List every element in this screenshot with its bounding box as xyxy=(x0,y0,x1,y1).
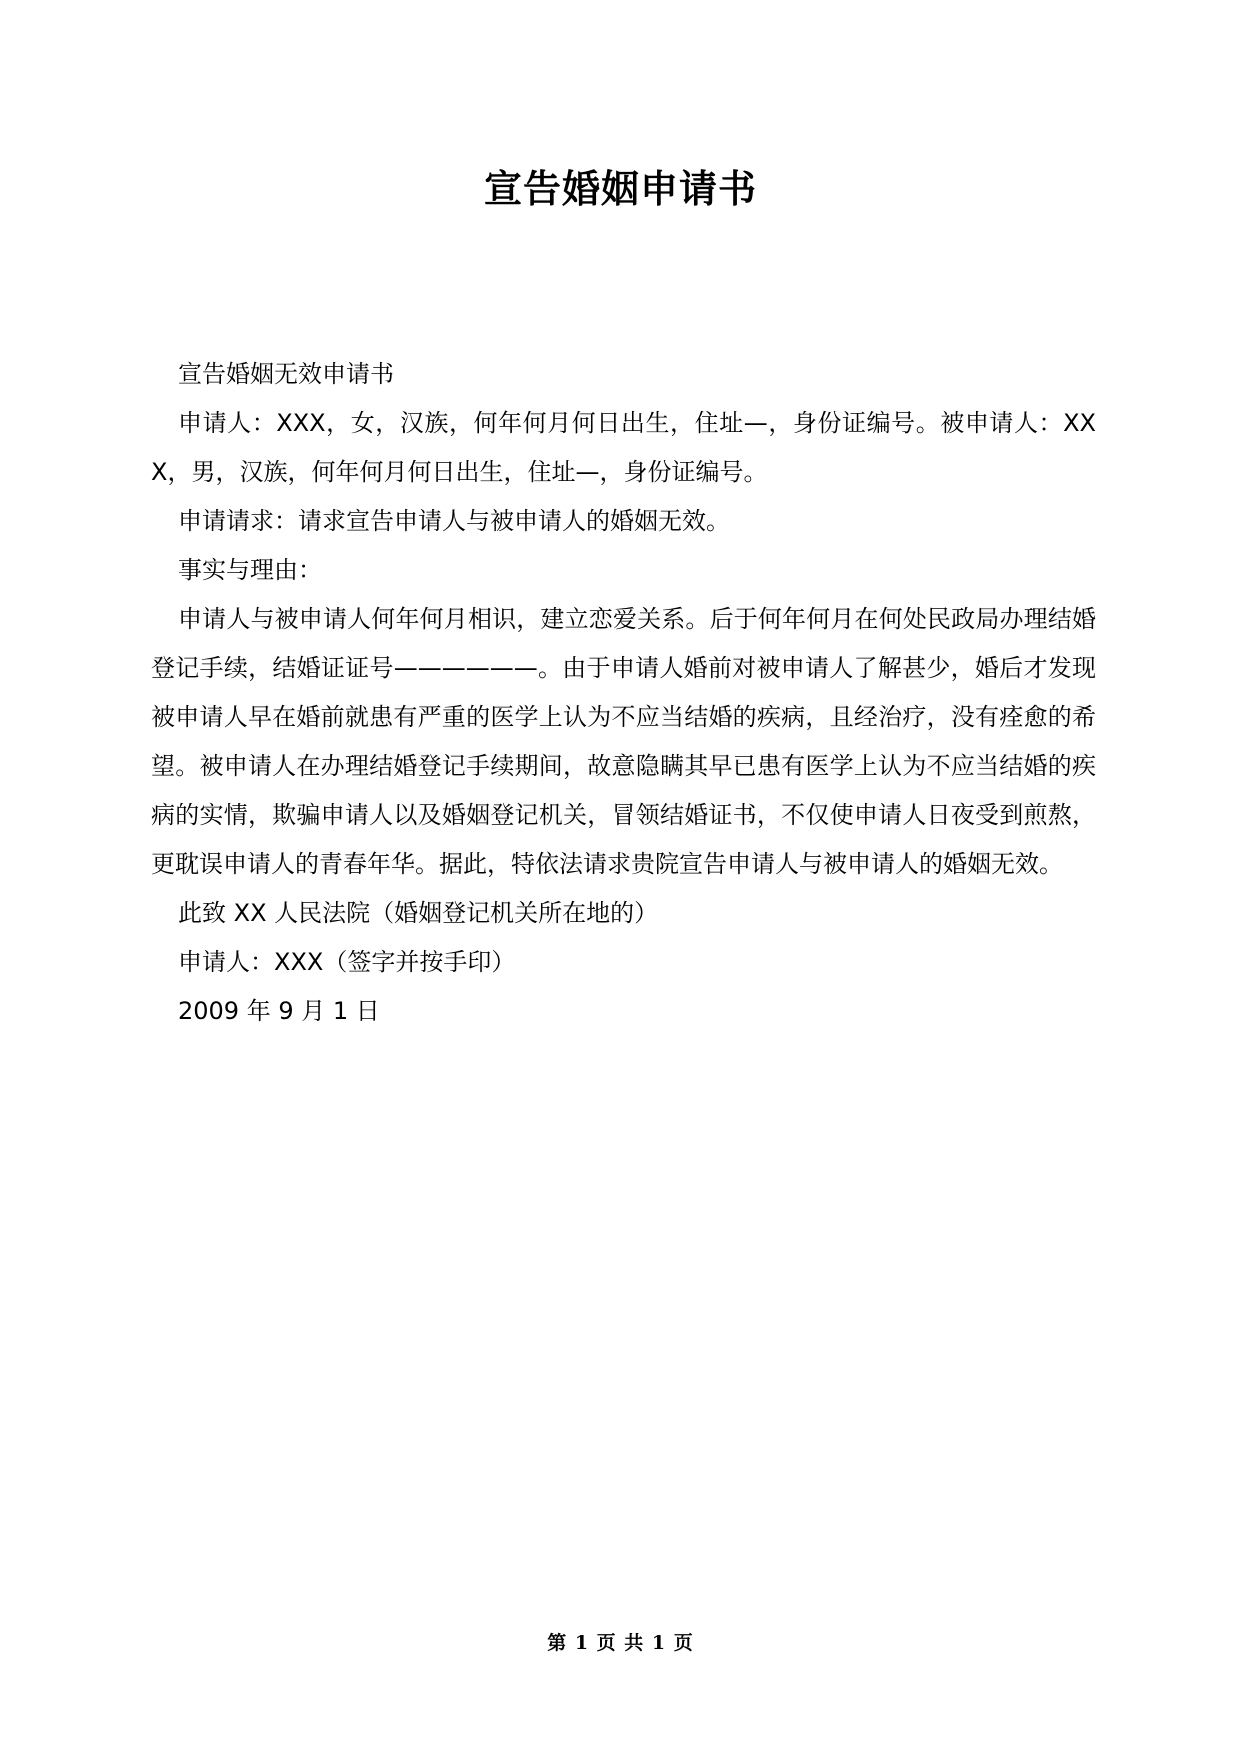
paragraph-facts-label: 事实与理由： xyxy=(178,556,322,584)
paragraph-request: 申请请求：请求宣告申请人与被申请人的婚姻无效。 xyxy=(178,507,730,535)
document-title: 宣告婚姻申请书 xyxy=(483,167,757,211)
page-number-label: 第 1 页 共 1 页 xyxy=(547,1632,694,1654)
paragraph-heading: 宣告婚姻无效申请书 xyxy=(178,360,394,388)
paragraph-signature: 申请人：XXX（签字并按手印） xyxy=(178,948,516,976)
paragraph-parties: 申请人：XXX，女，汉族，何年何月何日出生，住址—，身份证编号。被申请人：XXX，男，汉族，何年何月何日出生，住址—，身份证编号。 xyxy=(151,409,1096,486)
page-footer xyxy=(0,1628,1241,1655)
paragraph-date: 2009 年 9 月 1 日 xyxy=(178,997,380,1025)
document-body xyxy=(151,350,1096,1036)
paragraph-addressee: 此致 XX 人民法院（婚姻登记机关所在地的） xyxy=(178,899,659,927)
paragraph-facts: 申请人与被申请人何年何月相识，建立恋爱关系。后于何年何月在何处民政局办理结婚登记手续，结婚证证号——————。由于申请人婚前对被申请人了解甚少，婚后才发现被申请人早在婚前就患有严重的医学上认为不应当结婚的疾病，且经治疗，没有痊愈的希望。被申请人在办理结婚登记手续期间，故意隐瞒其早已患有医学上认为不应当结婚的疾病的实情，欺骗申请人以及婚姻登记机关，冒领结婚证书，不仅使申请人日夜受到煎熬，更耽误申请人的青春年华。据此，特依法请求贵院宣告申请人与被申请人的婚姻无效。 xyxy=(151,605,1096,878)
